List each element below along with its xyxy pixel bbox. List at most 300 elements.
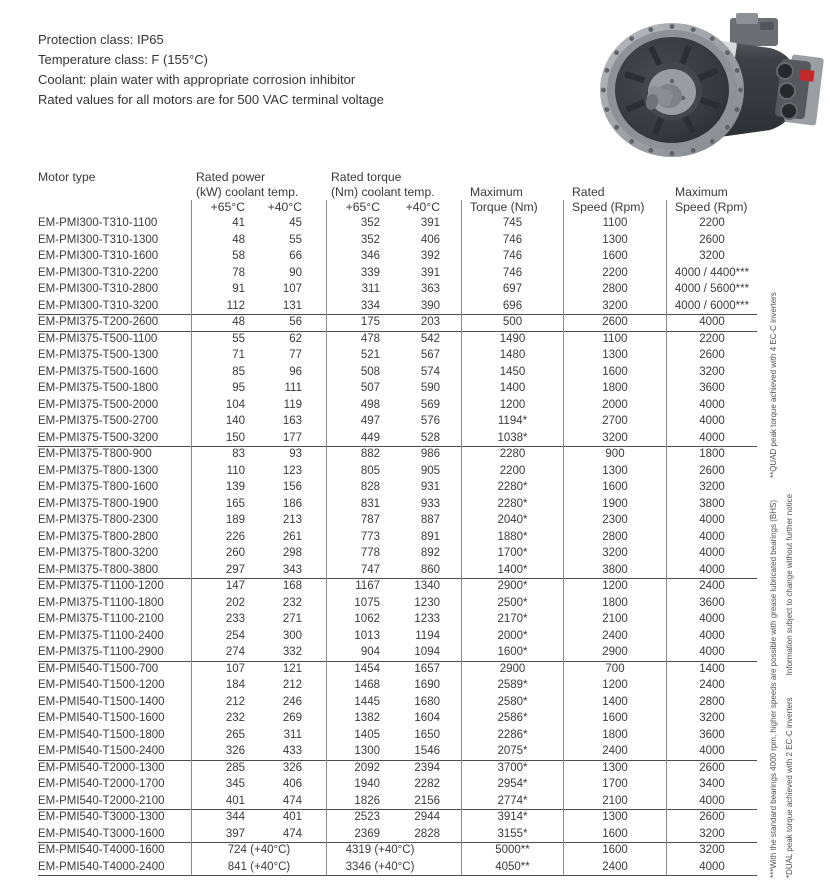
torque-65-cell: 1062 bbox=[354, 613, 380, 625]
table-row bbox=[38, 628, 758, 645]
torque-65-cell: 346 bbox=[360, 250, 380, 262]
power-40-cell: 163 bbox=[250, 413, 327, 430]
motor-type-cell: EM-PMI540-T2000-1300 bbox=[38, 760, 192, 777]
power-65-cell: 83 bbox=[232, 448, 245, 460]
power-40-cell: 474 bbox=[250, 793, 327, 811]
power-40-cell: 96 bbox=[250, 364, 327, 381]
max-torque-cell: 746 bbox=[462, 232, 564, 249]
power-40-cell: 156 bbox=[250, 479, 327, 496]
motor-type-cell: EM-PMI375-T1100-1200 bbox=[38, 578, 192, 595]
max-torque-cell: 1700* bbox=[462, 545, 564, 562]
torque-65-cell: 1405 bbox=[354, 728, 380, 741]
max-torque-cell: 4050** bbox=[462, 859, 564, 877]
power-65-cell: 212 bbox=[225, 695, 245, 708]
rated-speed-cell: 1600 bbox=[564, 842, 667, 859]
max-speed-cell: 3600 bbox=[699, 596, 725, 609]
table-row bbox=[38, 710, 758, 727]
table-header-row-1 bbox=[38, 170, 758, 185]
footnote-quad-torque: **QUAD peak torque achieved with 4 EC-C inverters bbox=[769, 292, 778, 479]
power-65-cell: 265 bbox=[225, 728, 245, 741]
torque-40-cell: 528 bbox=[385, 430, 462, 448]
max-torque-cell: 2954* bbox=[462, 776, 564, 793]
torque-65-cell: 787 bbox=[360, 514, 380, 526]
table-row bbox=[38, 859, 758, 876]
header-torque-coolant: (Nm) coolant temp. bbox=[331, 185, 435, 199]
power-span-cell: 841 (+40°C) bbox=[192, 859, 327, 877]
red-brand-label bbox=[799, 69, 814, 82]
power-65-cell: 150 bbox=[192, 430, 250, 448]
table-row bbox=[38, 298, 758, 315]
max-torque-cell: 3700* bbox=[462, 760, 564, 777]
table-row bbox=[38, 265, 758, 282]
motor-type-cell: EM-PMI540-T2000-2100 bbox=[38, 793, 192, 811]
spec-line-temperature: Temperature class: F (155°C) bbox=[38, 52, 208, 67]
max-speed-cell: 1800 bbox=[699, 448, 725, 460]
table-row bbox=[38, 545, 758, 562]
power-65-cell: 58 bbox=[232, 250, 245, 262]
power-65-cell: 401 bbox=[192, 793, 250, 811]
spec-info-block bbox=[38, 30, 384, 110]
motor-type-cell: EM-PMI375-T500-2000 bbox=[38, 397, 192, 414]
power-40-cell: 77 bbox=[250, 347, 327, 364]
torque-65-cell: 831 bbox=[360, 497, 380, 510]
max-speed-cell: 4000 bbox=[667, 314, 757, 332]
header-power-40: +40°C bbox=[250, 200, 327, 215]
power-65-cell: 165 bbox=[225, 497, 245, 510]
max-torque-cell: 1480 bbox=[462, 347, 564, 364]
table-row bbox=[38, 694, 758, 711]
power-40-cell: 212 bbox=[250, 677, 327, 694]
torque-40-cell: 887 bbox=[385, 512, 462, 529]
power-40-cell: 62 bbox=[250, 331, 327, 348]
torque-65-cell: 1454 bbox=[354, 662, 380, 675]
torque-65-cell: 1445 bbox=[354, 695, 380, 708]
power-40-cell: 311 bbox=[250, 727, 327, 744]
max-speed-cell: 4000 / 5600*** bbox=[674, 283, 750, 295]
max-torque-cell: 1194* bbox=[462, 413, 564, 430]
power-40-cell: 246 bbox=[250, 694, 327, 711]
max-speed-cell: 4000 bbox=[699, 629, 725, 642]
torque-40-cell: 576 bbox=[385, 413, 462, 430]
power-40-cell: 168 bbox=[250, 578, 327, 595]
torque-40-cell: 2156 bbox=[385, 793, 462, 811]
torque-40-cell: 590 bbox=[385, 380, 462, 397]
power-40-cell: 343 bbox=[250, 562, 327, 580]
power-65-cell: 254 bbox=[225, 629, 245, 642]
power-span-cell: 724 (+40°C) bbox=[192, 842, 327, 859]
motor-type-cell: EM-PMI375-T200-2600 bbox=[38, 314, 192, 332]
motor-type-cell: EM-PMI375-T500-1100 bbox=[38, 331, 192, 348]
rated-speed-cell: 1600 bbox=[564, 248, 667, 265]
footnote-line-inner bbox=[769, 292, 779, 878]
torque-65-cell: 352 bbox=[360, 233, 380, 246]
power-65-cell: 55 bbox=[232, 332, 245, 345]
motor-type-cell: EM-PMI300-T310-1100 bbox=[38, 215, 192, 232]
torque-65-cell: 828 bbox=[360, 481, 380, 493]
rated-speed-cell: 1300 bbox=[564, 760, 667, 777]
rated-speed-cell: 2400 bbox=[564, 859, 667, 877]
motor-terminal-box bbox=[730, 13, 778, 46]
torque-65-cell: 805 bbox=[360, 464, 380, 477]
power-40-cell: 261 bbox=[250, 529, 327, 546]
power-40-cell: 332 bbox=[250, 644, 327, 662]
max-speed-cell: 4000 / 4400*** bbox=[674, 266, 750, 279]
table-header-row-2 bbox=[38, 185, 758, 200]
max-speed-cell: 3200 bbox=[699, 844, 725, 856]
power-40-cell: 298 bbox=[250, 545, 327, 562]
power-40-cell: 55 bbox=[250, 232, 327, 249]
motor-type-cell: EM-PMI375-T500-1600 bbox=[38, 364, 192, 381]
table-row bbox=[38, 727, 758, 744]
max-torque-cell: 1880* bbox=[462, 529, 564, 546]
max-speed-cell: 3200 bbox=[667, 826, 757, 844]
max-speed-cell: 2600 bbox=[699, 349, 725, 361]
power-40-cell: 123 bbox=[250, 463, 327, 480]
table-row bbox=[38, 595, 758, 612]
power-65-cell: 95 bbox=[232, 382, 245, 394]
header-max-speed-1: Maximum bbox=[675, 185, 728, 199]
rated-speed-cell: 2800 bbox=[564, 529, 667, 546]
motor-type-cell: EM-PMI540-T1500-1400 bbox=[38, 694, 192, 711]
torque-40-cell: 406 bbox=[385, 232, 462, 249]
torque-40-cell: 574 bbox=[385, 364, 462, 381]
motor-type-cell: EM-PMI375-T800-1900 bbox=[38, 496, 192, 513]
table-row bbox=[38, 644, 758, 661]
torque-40-cell: 905 bbox=[385, 463, 462, 480]
rated-speed-cell: 3200 bbox=[564, 545, 667, 562]
torque-40-cell: 2394 bbox=[385, 760, 462, 777]
max-torque-cell: 2500* bbox=[462, 595, 564, 612]
motor-type-cell: EM-PMI540-T1500-700 bbox=[38, 661, 192, 678]
power-40-cell: 93 bbox=[250, 446, 327, 463]
header-max-speed-2: Speed (Rpm) bbox=[675, 200, 748, 214]
table-row bbox=[38, 562, 758, 579]
rated-speed-cell: 2200 bbox=[564, 265, 667, 282]
power-65-cell: 48 bbox=[192, 314, 250, 332]
power-40-cell: 119 bbox=[250, 397, 327, 414]
max-speed-cell: 4000 bbox=[699, 415, 725, 427]
table-row bbox=[38, 809, 758, 826]
max-torque-cell: 1600* bbox=[462, 644, 564, 662]
motor-type-cell: EM-PMI375-T800-1600 bbox=[38, 479, 192, 496]
torque-40-cell: 391 bbox=[385, 265, 462, 282]
rated-speed-cell: 700 bbox=[564, 661, 667, 678]
torque-40-cell: 1657 bbox=[385, 661, 462, 678]
torque-65-cell: 508 bbox=[360, 365, 380, 378]
max-torque-cell: 1038* bbox=[462, 430, 564, 448]
rated-speed-cell: 2400 bbox=[564, 628, 667, 645]
rated-speed-cell: 2100 bbox=[564, 611, 667, 628]
header-power-coolant: (kW) coolant temp. bbox=[196, 185, 299, 199]
motor-type-cell: EM-PMI375-T1100-2100 bbox=[38, 611, 192, 628]
power-40-cell: 90 bbox=[250, 265, 327, 282]
table-row bbox=[38, 793, 758, 810]
torque-40-cell: 1233 bbox=[385, 611, 462, 628]
table-body bbox=[38, 215, 758, 875]
motor-type-cell: EM-PMI375-T800-2800 bbox=[38, 529, 192, 546]
max-torque-cell: 2280 bbox=[462, 446, 564, 463]
motor-connector-box bbox=[775, 54, 824, 125]
torque-40-cell: 1340 bbox=[385, 578, 462, 595]
max-speed-cell: 4000 bbox=[699, 547, 725, 559]
torque-span-cell: 4319 (+40°C) bbox=[327, 842, 462, 859]
max-torque-cell: 2586* bbox=[462, 710, 564, 727]
power-65-cell: 260 bbox=[225, 547, 245, 559]
power-65-cell: 285 bbox=[225, 761, 245, 774]
torque-65-cell: 1167 bbox=[355, 580, 380, 592]
max-speed-cell: 4000 bbox=[667, 793, 757, 811]
power-65-cell: 41 bbox=[232, 217, 245, 229]
power-65-cell: 139 bbox=[225, 481, 245, 493]
rated-speed-cell: 3200 bbox=[564, 298, 667, 316]
torque-40-cell: 933 bbox=[385, 496, 462, 513]
torque-40-cell: 542 bbox=[385, 331, 462, 348]
max-torque-cell: 3914* bbox=[462, 809, 564, 826]
spec-line-protection: Protection class: IP65 bbox=[38, 32, 164, 47]
spec-line-rated-values: Rated values for all motors are for 500 VAC terminal voltage bbox=[38, 92, 384, 107]
torque-65-cell: 1300 bbox=[327, 743, 385, 761]
torque-65-cell: 334 bbox=[327, 298, 385, 316]
torque-span-cell: 3346 (+40°C) bbox=[327, 859, 462, 877]
torque-40-cell: 391 bbox=[385, 215, 462, 232]
rated-speed-cell: 1100 bbox=[564, 331, 667, 348]
power-40-cell: 232 bbox=[250, 595, 327, 612]
max-speed-cell: 3200 bbox=[699, 250, 725, 262]
torque-40-cell: 931 bbox=[385, 479, 462, 496]
power-40-cell: 300 bbox=[250, 628, 327, 645]
power-40-cell: 474 bbox=[250, 826, 327, 844]
motor-type-cell: EM-PMI300-T310-1600 bbox=[38, 248, 192, 265]
rated-speed-cell: 1700 bbox=[564, 776, 667, 793]
spec-line-coolant: Coolant: plain water with appropriate corrosion inhibitor bbox=[38, 72, 356, 87]
max-torque-cell: 2200 bbox=[462, 463, 564, 480]
power-65-cell: 107 bbox=[225, 662, 245, 675]
table-row bbox=[38, 842, 758, 859]
header-rated-power: Rated power bbox=[196, 170, 266, 184]
rated-speed-cell: 1100 bbox=[564, 215, 667, 232]
torque-65-cell: 882 bbox=[360, 448, 380, 460]
table-row bbox=[38, 661, 758, 678]
power-65-cell: 297 bbox=[192, 562, 250, 580]
motor-type-cell: EM-PMI540-T4000-1600 bbox=[38, 842, 192, 859]
power-40-cell: 177 bbox=[250, 430, 327, 448]
rated-speed-cell: 1300 bbox=[564, 809, 667, 826]
max-torque-cell: 697 bbox=[462, 281, 564, 298]
motor-type-cell: EM-PMI540-T4000-2400 bbox=[38, 859, 192, 877]
motor-type-cell: EM-PMI375-T500-3200 bbox=[38, 430, 192, 448]
header-max-torque-1: Maximum bbox=[470, 185, 523, 199]
header-rated-speed-2: Speed (Rpm) bbox=[564, 200, 667, 215]
table-row bbox=[38, 248, 758, 265]
table-row bbox=[38, 776, 758, 793]
rated-speed-cell: 1800 bbox=[564, 727, 667, 744]
power-40-cell: 131 bbox=[250, 298, 327, 316]
table-row bbox=[38, 826, 758, 843]
torque-65-cell: 478 bbox=[360, 332, 380, 345]
motor-type-cell: EM-PMI300-T310-1300 bbox=[38, 232, 192, 249]
max-torque-cell: 1450 bbox=[462, 364, 564, 381]
max-torque-cell: 2900 bbox=[462, 661, 564, 678]
torque-40-cell: 203 bbox=[385, 314, 462, 332]
power-40-cell: 45 bbox=[250, 215, 327, 232]
max-torque-cell: 1200 bbox=[462, 397, 564, 414]
rated-speed-cell: 1600 bbox=[564, 479, 667, 496]
max-speed-cell: 2400 bbox=[699, 679, 725, 691]
table-row bbox=[38, 446, 758, 463]
torque-65-cell: 352 bbox=[360, 217, 380, 229]
torque-40-cell: 986 bbox=[385, 446, 462, 463]
torque-65-cell: 773 bbox=[360, 530, 380, 543]
motor-type-cell: EM-PMI375-T800-1300 bbox=[38, 463, 192, 480]
torque-65-cell: 1826 bbox=[327, 793, 385, 811]
max-torque-cell: 500 bbox=[462, 314, 564, 332]
torque-40-cell: 892 bbox=[385, 545, 462, 562]
power-65-cell: 48 bbox=[232, 233, 245, 246]
power-40-cell: 269 bbox=[250, 710, 327, 727]
motor-product-image bbox=[592, 8, 824, 166]
max-speed-cell: 3200 bbox=[699, 712, 725, 724]
power-65-cell: 85 bbox=[232, 365, 245, 378]
motor-front-flange bbox=[600, 23, 744, 157]
power-65-cell: 110 bbox=[226, 464, 245, 477]
torque-40-cell: 567 bbox=[385, 347, 462, 364]
torque-40-cell: 1094 bbox=[385, 644, 462, 662]
max-speed-cell: 3600 bbox=[699, 382, 725, 394]
motor-type-cell: EM-PMI300-T310-2200 bbox=[38, 265, 192, 282]
torque-40-cell: 1230 bbox=[385, 595, 462, 612]
max-torque-cell: 2000* bbox=[462, 628, 564, 645]
rated-speed-cell: 1800 bbox=[564, 595, 667, 612]
power-65-cell: 226 bbox=[225, 530, 245, 543]
torque-65-cell: 449 bbox=[327, 430, 385, 448]
max-speed-cell: 2600 bbox=[699, 233, 725, 246]
max-torque-cell: 1400* bbox=[462, 562, 564, 580]
table-row bbox=[38, 397, 758, 414]
torque-40-cell: 1194 bbox=[385, 628, 462, 645]
torque-65-cell: 778 bbox=[360, 547, 380, 559]
torque-65-cell: 904 bbox=[327, 644, 385, 662]
max-speed-cell: 3200 bbox=[699, 481, 725, 493]
motor-type-cell: EM-PMI300-T310-3200 bbox=[38, 298, 192, 316]
rated-speed-cell: 1600 bbox=[564, 364, 667, 381]
table-row bbox=[38, 512, 758, 529]
rated-speed-cell: 2400 bbox=[564, 743, 667, 761]
table-row bbox=[38, 215, 758, 232]
motor-type-cell: EM-PMI375-T1100-2900 bbox=[38, 644, 192, 662]
max-torque-cell: 745 bbox=[462, 215, 564, 232]
torque-65-cell: 1075 bbox=[354, 596, 380, 609]
rated-speed-cell: 1300 bbox=[564, 463, 667, 480]
motor-type-cell: EM-PMI540-T3000-1600 bbox=[38, 826, 192, 844]
power-65-cell: 202 bbox=[225, 596, 245, 609]
max-speed-cell: 2200 bbox=[699, 217, 725, 229]
max-torque-cell: 2040* bbox=[462, 512, 564, 529]
power-65-cell: 274 bbox=[192, 644, 250, 662]
table-row bbox=[38, 760, 758, 777]
power-40-cell: 213 bbox=[250, 512, 327, 529]
motor-type-cell: EM-PMI375-T800-2300 bbox=[38, 512, 192, 529]
motor-type-cell: EM-PMI540-T1500-1800 bbox=[38, 727, 192, 744]
power-65-cell: 326 bbox=[192, 743, 250, 761]
torque-40-cell: 1650 bbox=[385, 727, 462, 744]
max-torque-cell: 1490 bbox=[462, 331, 564, 348]
power-40-cell: 433 bbox=[250, 743, 327, 761]
rated-speed-cell: 2000 bbox=[564, 397, 667, 414]
torque-40-cell: 2828 bbox=[385, 826, 462, 844]
max-speed-cell: 3600 bbox=[699, 728, 725, 741]
torque-40-cell: 860 bbox=[385, 562, 462, 580]
max-speed-cell: 2600 bbox=[699, 464, 725, 477]
torque-40-cell: 392 bbox=[385, 248, 462, 265]
torque-65-cell: 339 bbox=[360, 266, 380, 279]
torque-65-cell: 311 bbox=[361, 283, 380, 295]
power-40-cell: 121 bbox=[250, 661, 327, 678]
rated-speed-cell: 2700 bbox=[564, 413, 667, 430]
max-torque-cell: 2280* bbox=[462, 479, 564, 496]
motor-type-cell: EM-PMI540-T1500-1600 bbox=[38, 710, 192, 727]
power-65-cell: 345 bbox=[225, 778, 245, 790]
footnote-line-outer bbox=[785, 494, 795, 878]
power-65-cell: 232 bbox=[225, 712, 245, 724]
max-torque-cell: 2075* bbox=[462, 743, 564, 761]
footnote-dual-torque: *DUAL peak torque achieved with 2 EC-C inverters bbox=[785, 697, 794, 878]
rated-speed-cell: 3800 bbox=[564, 562, 667, 580]
power-40-cell: 111 bbox=[250, 380, 327, 397]
table-row bbox=[38, 331, 758, 348]
power-65-cell: 189 bbox=[225, 514, 245, 526]
torque-40-cell: 569 bbox=[385, 397, 462, 414]
torque-65-cell: 2092 bbox=[354, 761, 380, 774]
power-65-cell: 184 bbox=[225, 679, 245, 691]
torque-40-cell: 1690 bbox=[385, 677, 462, 694]
rated-speed-cell: 1900 bbox=[564, 496, 667, 513]
header-rated-torque: Rated torque bbox=[331, 170, 402, 184]
max-speed-cell: 4000 bbox=[667, 743, 757, 761]
rated-speed-cell: 1600 bbox=[564, 710, 667, 727]
rated-speed-cell: 1200 bbox=[564, 677, 667, 694]
table-row bbox=[38, 611, 758, 628]
motor-type-cell: EM-PMI375-T500-1800 bbox=[38, 380, 192, 397]
rated-speed-cell: 1300 bbox=[564, 232, 667, 249]
max-torque-cell: 2774* bbox=[462, 793, 564, 811]
max-torque-cell: 696 bbox=[462, 298, 564, 316]
rated-speed-cell: 2900 bbox=[564, 644, 667, 662]
table-row bbox=[38, 479, 758, 496]
max-speed-cell: 1400 bbox=[699, 662, 725, 675]
rated-speed-cell: 2600 bbox=[564, 314, 667, 332]
table-header-row-3 bbox=[38, 200, 758, 215]
torque-65-cell: 1382 bbox=[354, 712, 380, 724]
max-speed-cell: 4000 bbox=[699, 514, 725, 526]
table-row bbox=[38, 743, 758, 760]
motor-spec-table bbox=[38, 170, 758, 875]
max-torque-cell: 746 bbox=[462, 265, 564, 282]
table-row bbox=[38, 430, 758, 447]
max-torque-cell: 2900* bbox=[462, 578, 564, 595]
torque-65-cell: 2523 bbox=[354, 811, 380, 823]
max-speed-cell: 2400 bbox=[699, 580, 725, 592]
motor-type-cell: EM-PMI540-T3000-1300 bbox=[38, 809, 192, 826]
torque-40-cell: 390 bbox=[385, 298, 462, 316]
max-speed-cell: 3400 bbox=[699, 778, 725, 790]
motor-type-cell: EM-PMI375-T500-1300 bbox=[38, 347, 192, 364]
header-power-65: +65°C bbox=[210, 200, 245, 214]
max-torque-cell: 2589* bbox=[462, 677, 564, 694]
header-motor-type: Motor type bbox=[38, 170, 96, 184]
table-row bbox=[38, 347, 758, 364]
rated-speed-cell: 2100 bbox=[564, 793, 667, 811]
max-speed-cell: 2600 bbox=[699, 761, 725, 774]
